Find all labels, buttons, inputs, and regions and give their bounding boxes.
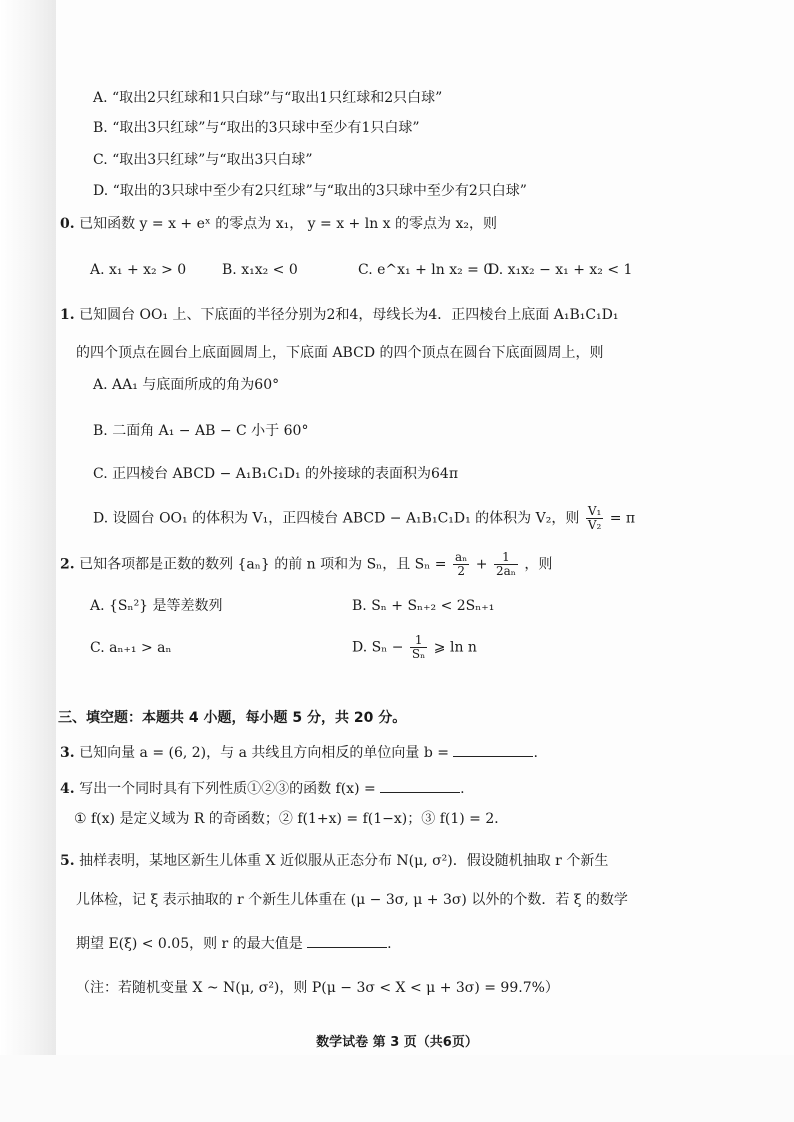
q9-option-d: D. “取出的3只球中至少有2只红球”与“取出的3只球中至少有2只白球” [93, 183, 527, 199]
q15-period: . [387, 936, 392, 952]
q15-number: 5. [60, 853, 75, 869]
q11-option-d [93, 505, 635, 532]
q11-option-a: A. AA₁ 与底面所成的角为60° [93, 377, 280, 393]
q12-optd-denominator: Sₙ [411, 647, 426, 661]
q10-option-d: D. x₁x₂ − x₁ + x₂ < 1 [488, 262, 633, 278]
q12-stem-end: ，则 [524, 556, 553, 573]
q12-stem-text: 已知各项都是正数的数列 {aₙ} 的前 n 项和为 Sₙ，且 Sₙ = [79, 556, 447, 573]
q12-number: 2. [60, 556, 75, 573]
q10-stem-text: 已知函数 y = x + eˣ 的零点为 x₁， y = x + ln x 的零点为 x₂，则 [79, 216, 497, 232]
q12-fraction1-numerator: aₙ [454, 550, 468, 564]
q12-fraction2-numerator: 1 [494, 551, 518, 565]
q9-option-c: C. “取出3只红球”与“取出3只白球” [93, 152, 313, 168]
q15-note: （注：若随机变量 X ~ N(μ, σ²)，则 P(μ − 3σ < X < μ + 3σ) = 99.7%） [76, 980, 559, 996]
q15-answer-blank[interactable] [307, 933, 387, 948]
q13-stem-text: 已知向量 a = (6, 2)，与 a 共线且方向相反的单位向量 b = [79, 745, 449, 761]
q11-option-c: C. 正四棱台 ABCD − A₁B₁C₁D₁ 的外接球的表面积为64π [93, 466, 459, 482]
q15-line3-text: 期望 E(ξ) < 0.05，则 r 的最大值是 [76, 936, 303, 952]
q13-number: 3. [60, 745, 75, 761]
q12-option-c: C. aₙ₊₁ > aₙ [90, 640, 172, 656]
q14-stem-text: 写出一个同时具有下列性质①②③的函数 f(x) = [79, 781, 376, 797]
q10-option-a: A. x₁ + x₂ > 0 [90, 262, 187, 278]
q14-period: . [460, 781, 465, 797]
q12-stem-plus: + [475, 556, 488, 573]
q12-option-d-result: ⩾ ln n [433, 639, 477, 656]
q12-optd-numerator: 1 [410, 634, 427, 648]
q15-line1 [60, 851, 608, 871]
q15-line3 [76, 933, 392, 954]
q14-stem [60, 778, 465, 799]
q12-fraction1-denominator: 2 [457, 564, 465, 578]
q13-stem [60, 742, 538, 763]
q11-stem-line1 [60, 305, 619, 325]
q11-option-d-fraction [586, 505, 603, 532]
q13-answer-blank[interactable] [453, 742, 533, 757]
q10-number: 0. [60, 216, 75, 232]
q11-fraction-numerator: V₁ [587, 504, 602, 518]
q12-stem-fraction2 [494, 551, 518, 578]
q11-stem-text1: 已知圆台 OO₁ 上、下底面的半径分别为2和4，母线长为4．正四棱台上底面 A₁B₁C₁D₁ [79, 307, 619, 323]
scan-left-edge [0, 0, 56, 1122]
q12-option-d-text: D. Sₙ − [352, 639, 404, 656]
q11-option-d-text: D. 设圆台 OO₁ 的体积为 V₁，正四棱台 ABCD − A₁B₁C₁D₁ 的体积为 V₂，则 [93, 510, 580, 527]
q12-stem-fraction1 [453, 551, 469, 578]
scan-bottom-area [0, 1055, 794, 1122]
q11-stem-line2: 的四个顶点在圆台上底面圆周上，下底面 ABCD 的四个顶点在圆台下底面圆周上，则 [76, 345, 604, 361]
q15-line1-text: 抽样表明，某地区新生儿体重 X 近似服从正态分布 N(μ, σ²)．假设随机抽取 r 个新生 [79, 853, 609, 869]
q15-line2: 儿体检，记 ξ 表示抽取的 r 个新生儿体重在 (μ − 3σ, μ + 3σ) 以外的个数．若 ξ 的数学 [76, 892, 628, 908]
q12-option-d-fraction [410, 634, 427, 661]
page-footer: 数学试卷 第 3 页（共6页） [316, 1035, 478, 1050]
q12-option-b: B. Sₙ + Sₙ₊₂ < 2Sₙ₊₁ [352, 598, 495, 614]
section3-heading: 三、填空题：本题共 4 小题，每小题 5 分，共 20 分。 [58, 710, 407, 726]
q12-stem [60, 551, 552, 578]
q11-number: 1. [60, 307, 75, 323]
q10-option-b: B. x₁x₂ < 0 [222, 262, 298, 278]
q11-option-d-result: = π [609, 510, 636, 527]
q14-properties: ① f(x) 是定义域为 R 的奇函数；② f(1+x) = f(1−x)；③ f(1) = 2． [74, 811, 509, 827]
q9-option-a: A. “取出2只红球和1只白球”与“取出1只红球和2只白球” [93, 90, 443, 106]
q12-option-d [352, 634, 477, 661]
q12-option-a: A. {Sₙ²} 是等差数列 [90, 598, 223, 614]
q14-number: 4. [60, 781, 75, 797]
q13-period: . [533, 745, 538, 761]
q14-answer-blank[interactable] [380, 778, 460, 793]
q12-fraction2-denominator: 2aₙ [495, 564, 516, 578]
q10-stem [60, 214, 497, 234]
q9-option-b: B. “取出3只红球”与“取出的3只球中至少有1只白球” [93, 120, 420, 136]
q11-fraction-denominator: V₂ [587, 518, 602, 532]
q11-option-b: B. 二面角 A₁ − AB − C 小于 60° [93, 423, 309, 439]
q10-option-c: C. e^x₁ + ln x₂ = 0 [358, 262, 493, 278]
